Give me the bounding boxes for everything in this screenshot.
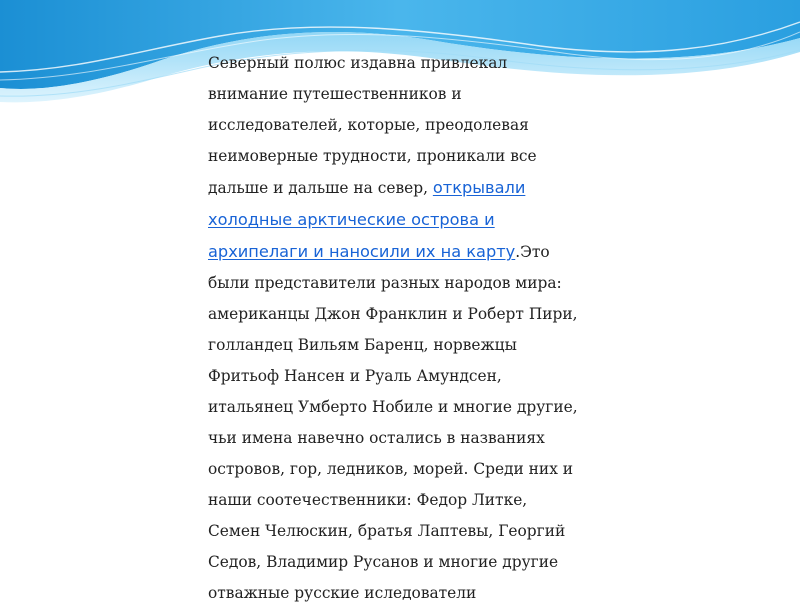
paragraph-line: исследователей, которые, преодолевая xyxy=(208,116,529,134)
paragraph-line: чьи имена навечно остались в названиях xyxy=(208,429,545,447)
paragraph-line: наши соотечественники: Федор Литке, xyxy=(208,491,528,509)
main-paragraph xyxy=(208,48,608,609)
paragraph-line xyxy=(208,236,608,268)
paragraph-line: внимание путешественников и xyxy=(208,85,462,103)
arctic-islands-link[interactable]: архипелаги и наносили их на карту xyxy=(208,242,516,261)
paragraph-line: американцы Джон Франклин и Роберт Пири, xyxy=(208,305,578,323)
paragraph-line xyxy=(208,172,608,204)
paragraph-line: Фритьоф Нансен и Руаль Амундсен, xyxy=(208,367,502,385)
paragraph-line: голландец Вильям Баренц, норвежцы xyxy=(208,336,517,354)
paragraph-text: дальше и дальше на север, xyxy=(208,179,433,197)
arctic-islands-link[interactable]: открывали xyxy=(432,178,526,197)
arctic-islands-link[interactable]: холодные арктические острова и xyxy=(208,210,495,229)
paragraph-text: .Это xyxy=(515,243,550,261)
paragraph-line: были представители разных народов мира: xyxy=(208,274,562,292)
paragraph-line: итальянец Умберто Нобиле и многие другие, xyxy=(208,398,578,416)
paragraph-line: Семен Челюскин, братья Лаптевы, Георгий xyxy=(208,522,566,540)
paragraph-line: Седов, Владимир Русанов и многие другие xyxy=(208,553,559,571)
paragraph-line xyxy=(208,204,608,236)
paragraph-line: отважные русские иследователи xyxy=(208,584,477,602)
paragraph-line: неимоверные трудности, проникали все xyxy=(208,147,537,165)
paragraph-line: островов, гор, ледников, морей. Среди них и xyxy=(208,460,574,478)
paragraph-line: Северный полюс издавна привлекал xyxy=(208,54,508,72)
